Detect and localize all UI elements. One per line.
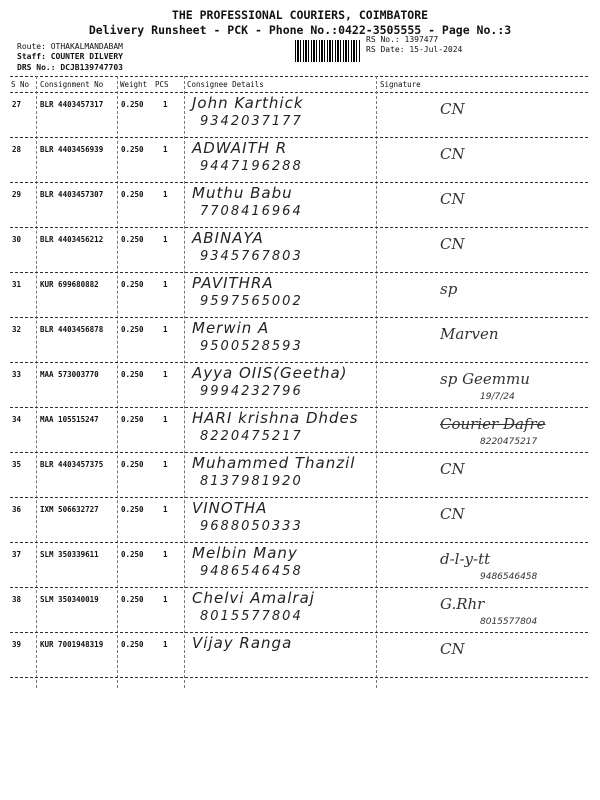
row-sno: 32 [12,325,22,334]
header-bottom-rule [10,92,588,93]
row-consignment-no: BLR 4403457317 [40,100,104,109]
row-weight: 0.250 [121,550,144,559]
row-consignment-no: SLM 350339611 [40,550,99,559]
row-pcs: 1 [163,280,168,289]
row-divider [10,407,588,408]
col-divider [376,76,377,688]
row-pcs: 1 [163,190,168,199]
row-divider [10,137,588,138]
row-pcs: 1 [163,550,168,559]
row-pcs: 1 [163,145,168,154]
row-sno: 30 [12,235,22,244]
col-consignment: Consignment No [40,80,104,89]
col-divider [36,76,37,688]
row-signature-note: 19/7/24 [480,392,515,402]
staff-label: Staff: COUNTER DILVERY [17,52,123,61]
row-pcs: 1 [163,415,168,424]
row-consignee-name: Ayya OIIS(Geetha) [192,364,348,382]
row-weight: 0.250 [121,100,144,109]
row-consignment-no: BLR 4403456878 [40,325,104,334]
row-divider [10,452,588,453]
runsheet-subtitle: Delivery Runsheet - PCK - Phone No.:0422-3505555 - Page No.:3 [88,23,512,37]
row-consignee-name: Chelvi Amalraj [192,589,315,607]
row-divider [10,497,588,498]
row-consignee-name: Merwin A [192,319,270,337]
row-consignee-phone: 7708416964 [200,204,303,219]
row-pcs: 1 [163,325,168,334]
row-consignment-no: MAA 105515247 [40,415,99,424]
row-sno: 37 [12,550,22,559]
row-consignee-phone: 9597565002 [200,294,303,309]
row-consignee-phone: 8220475217 [200,429,303,444]
row-sno: 29 [12,190,22,199]
row-signature: CN [440,190,465,208]
row-signature: G.Rhr [440,595,485,613]
row-weight: 0.250 [121,595,144,604]
row-pcs: 1 [163,595,168,604]
row-sno: 36 [12,505,22,514]
row-sno: 27 [12,100,22,109]
col-divider [184,76,185,688]
row-sno: 35 [12,460,22,469]
row-signature: sp [440,280,458,298]
row-signature: CN [440,505,465,523]
row-consignment-no: SLM 350340019 [40,595,99,604]
row-weight: 0.250 [121,190,144,199]
row-weight: 0.250 [121,370,144,379]
row-consignment-no: MAA 573003770 [40,370,99,379]
row-weight: 0.250 [121,280,144,289]
row-signature: CN [440,460,465,478]
company-title: THE PROFESSIONAL COURIERS, COIMBATORE [171,8,429,22]
row-consignee-phone: 9500528593 [200,339,303,354]
row-sno: 31 [12,280,22,289]
col-pcs: PCS [155,80,169,89]
row-weight: 0.250 [121,235,144,244]
row-divider [10,632,588,633]
row-pcs: 1 [163,640,168,649]
row-weight: 0.250 [121,415,144,424]
row-consignment-no: BLR 4403457307 [40,190,104,199]
row-consignee-name: Muthu Babu [192,184,293,202]
row-divider [10,227,588,228]
row-signature: CN [440,640,465,658]
rs-number: RS No.: 1397477 [366,35,439,44]
row-signature: Courier Dafre [440,415,546,433]
row-signature-note: 8015577804 [480,617,538,627]
barcode [295,40,361,62]
header-top-rule [10,76,588,77]
row-divider [10,272,588,273]
route-label: Route: OTHAKALMANDABAM [17,42,123,51]
row-sno: 33 [12,370,22,379]
row-pcs: 1 [163,100,168,109]
row-consignee-phone: 9994232796 [200,384,303,399]
row-signature: Marven [440,325,499,343]
row-weight: 0.250 [121,505,144,514]
row-signature: CN [440,145,465,163]
row-consignee-phone: 8015577804 [200,609,303,624]
row-divider [10,587,588,588]
row-weight: 0.250 [121,460,144,469]
row-consignee-phone: 8137981920 [200,474,303,489]
row-pcs: 1 [163,460,168,469]
row-consignee-name: Melbin Many [192,544,298,562]
row-consignee-phone: 9447196288 [200,159,303,174]
row-pcs: 1 [163,370,168,379]
row-divider [10,317,588,318]
row-signature-note: 8220475217 [480,437,538,447]
col-sno: S No [11,80,30,89]
row-signature: d-l-y-tt [440,550,491,568]
row-consignee-name: Muhammed Thanzil [192,454,356,472]
row-consignee-name: ABINAYA [192,229,264,247]
col-weight: Weight [120,80,148,89]
row-consignment-no: BLR 4403457375 [40,460,104,469]
row-weight: 0.250 [121,325,144,334]
col-details: Consignee Details [187,80,264,89]
row-pcs: 1 [163,505,168,514]
row-signature: CN [440,235,465,253]
row-signature: sp Geemmu [440,370,530,388]
row-consignee-phone: 9486546458 [200,564,303,579]
row-consignment-no: KUR 699680882 [40,280,99,289]
row-consignee-name: Vijay Ranga [192,634,293,652]
row-consignee-phone: 9688050333 [200,519,303,534]
row-consignee-name: ADWAITH R [192,139,288,157]
row-signature: CN [440,100,465,118]
row-consignee-name: PAVITHRA [192,274,274,292]
row-signature-note: 9486546458 [480,572,538,582]
row-consignment-no: KUR 7001948319 [40,640,104,649]
row-consignment-no: IXM 506632727 [40,505,99,514]
col-signature: Signature [380,80,421,89]
row-divider [10,542,588,543]
rs-date: RS Date: 15-Jul-2024 [366,45,463,54]
row-sno: 38 [12,595,22,604]
row-divider [10,677,588,678]
drs-number: DRS No.: DCJB139747703 [17,63,123,72]
row-sno: 34 [12,415,22,424]
row-consignee-phone: 9345767803 [200,249,303,264]
row-weight: 0.250 [121,145,144,154]
row-sno: 28 [12,145,22,154]
row-divider [10,182,588,183]
row-pcs: 1 [163,235,168,244]
row-consignment-no: BLR 4403456939 [40,145,104,154]
row-divider [10,362,588,363]
row-consignee-name: HARI krishna Dhdes [192,409,359,427]
row-sno: 39 [12,640,22,649]
row-weight: 0.250 [121,640,144,649]
row-consignee-name: VINOTHA [192,499,268,517]
col-divider [117,76,118,688]
row-consignee-phone: 9342037177 [200,114,303,129]
row-consignee-name: John Karthick [192,94,304,112]
row-consignment-no: BLR 4403456212 [40,235,104,244]
